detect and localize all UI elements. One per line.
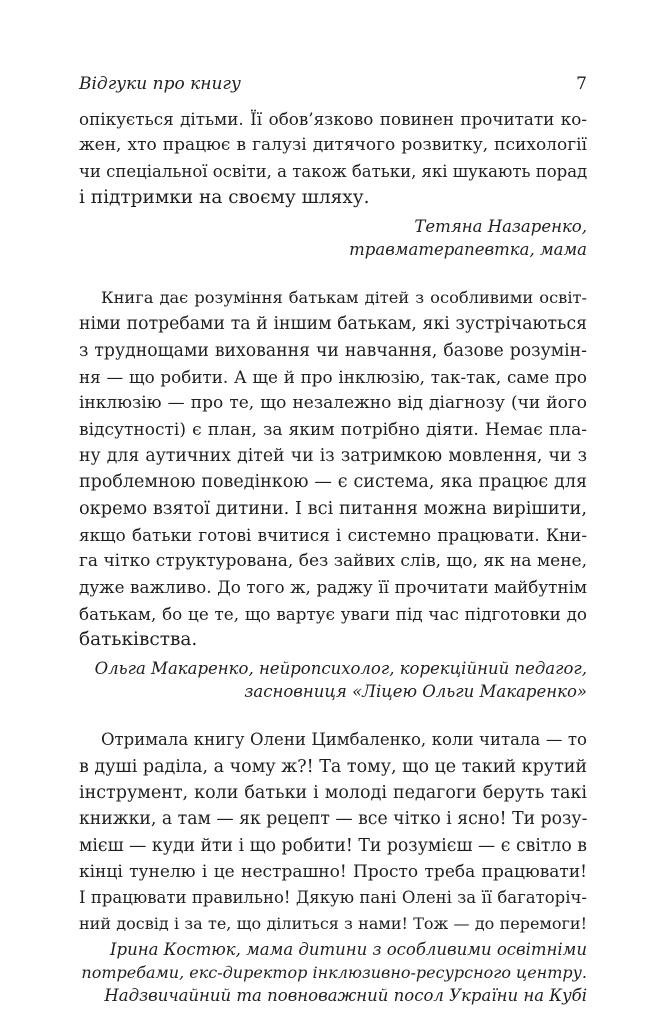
text-line: інклюзію — про те, що незалежно від діагнозу (чи його (79, 393, 587, 414)
text-line: батькам, бо це те, що вартує уваги під час підготовки до (79, 603, 587, 624)
signature-line: травматерапевтка, мама (349, 240, 587, 260)
text-line: чи спеціальної освіти, а також батьки, які шукають порад (79, 161, 588, 181)
text-line: Книга дає розуміння батькам дітей з особливими освіт- (101, 288, 587, 308)
review-3-text (79, 727, 587, 937)
text-line: мієш — куди йти і що робити! Ти розумієш — є світло в (79, 835, 587, 856)
page-body (79, 106, 587, 1007)
text-line: ний досвід і за те, що ділиться з нами! Тож — до перемоги! (79, 914, 587, 934)
text-line: дуже важливо. До того ж, раджу її прочитати майбутнім (79, 577, 587, 598)
text-line: батьківства. (79, 629, 198, 651)
text-line: ну для аутичних дітей чи із затримкою мовлення, чи з (79, 445, 587, 466)
text-line: І працювати правильно! Дякую пані Олені за її багаторіч- (79, 888, 587, 908)
text-line: інструмент, коли батьки і молоді педагоги беруть такі (79, 782, 587, 803)
text-line: з труднощами виховання чи навчання, базове розумін- (79, 340, 587, 361)
text-line: Отримала книгу Олени Цимбаленко, коли читала — то (101, 730, 587, 750)
text-line: в душі раділа, а чому ж?! Та тому, що це такий крутий (79, 756, 588, 777)
text-line: проблемною поведінкою — є система, яка працює для (79, 472, 587, 493)
text-line: німи потребами та й іншим батькам, які зустрічаються (79, 314, 587, 335)
signature-line: Надзвичайний та повноважний посол України на Кубі (104, 985, 587, 1005)
review-2-text (79, 285, 587, 653)
text-line: жен, хто працює в галузі дитячого розвитку, психології (79, 135, 587, 156)
text-line: га чітко структурована, без зайвих слів, що, як на мене, (79, 551, 588, 572)
running-header (79, 72, 587, 96)
review-1-signature (79, 215, 587, 261)
text-line: опікується дітьми. Її обов’язково повинен прочитати ко- (79, 109, 587, 129)
text-line: відсутності) є план, за яким потрібно діяти. Немає пла- (79, 419, 587, 440)
page-number: 7 (576, 74, 587, 94)
signature-line: Тетяна Назаренко, (414, 217, 587, 237)
review-1-text (79, 106, 587, 211)
text-line: якщо батьки готові вчитися і системно працювати. Кни- (79, 524, 587, 545)
review-3-signature (79, 938, 587, 1007)
signature-line: Ольга Макаренко, нейропсихолог, корекційний педагог, (94, 659, 587, 679)
text-line: кінці тунелю і це нестрашно! Просто треба працювати! (79, 861, 587, 882)
review-2-signature (79, 657, 587, 703)
running-title: Відгуки про книгу (79, 74, 241, 94)
text-line: книжки, а там — як рецепт — все чітко і ясно! Ти розу- (79, 809, 588, 830)
signature-line: потребами, екс-директор інклюзивно-ресурсного центру. (81, 962, 587, 982)
text-line: окремо взятої дитини. І всі питання можна вирішити, (79, 498, 587, 519)
signature-line: засновниця «Ліцею Ольги Макаренко» (244, 682, 587, 702)
text-line: і підтримки на своєму шляху. (79, 186, 370, 208)
signature-line: Ірина Костюк, мама дитини з особливими освітніми (110, 939, 587, 959)
text-line: ня — що робити. А ще й про інклюзію, так-так, саме про (79, 367, 587, 388)
